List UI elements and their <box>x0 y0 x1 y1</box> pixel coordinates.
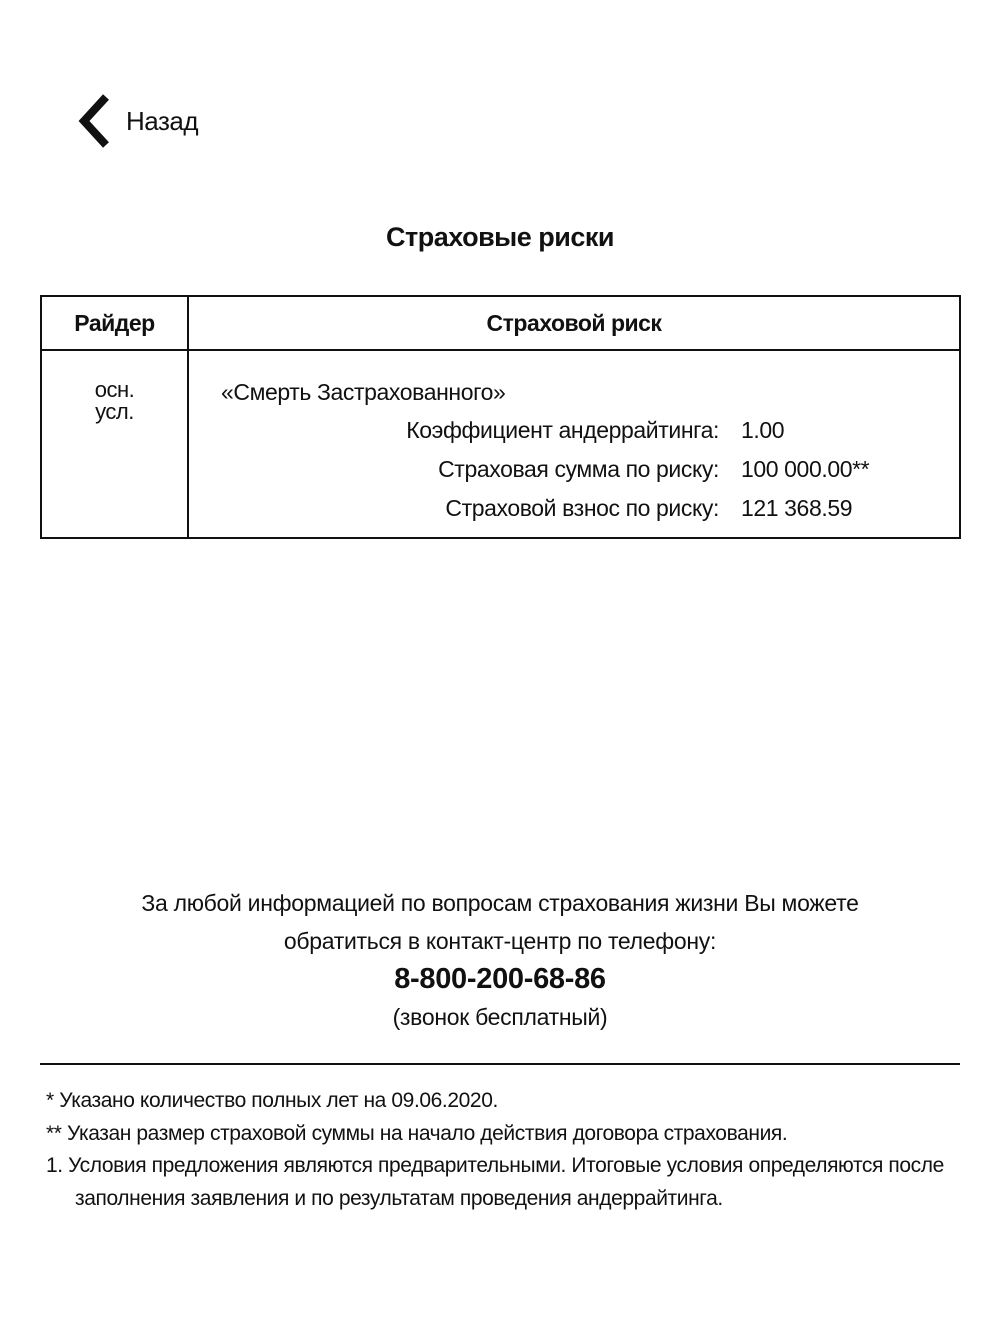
back-button[interactable] <box>74 92 198 150</box>
risk-detail-row <box>189 411 959 450</box>
rider-line: усл. <box>95 399 134 424</box>
back-label: Назад <box>126 105 198 136</box>
column-header-rider: Райдер <box>41 296 188 350</box>
chevron-left-icon <box>74 93 114 149</box>
risk-detail-row <box>189 489 959 528</box>
risks-table <box>40 295 961 539</box>
risk-cell <box>188 350 960 538</box>
phone-number[interactable]: 8-800-200-68-86 <box>394 963 606 995</box>
detail-label: Коэффициент андеррайтинга: <box>406 417 719 443</box>
detail-label: Страховая сумма по риску: <box>438 456 719 482</box>
footnote: ** Указан размер страховой суммы на начало действия договора страхования. <box>46 1121 788 1145</box>
column-header-risk: Страховой риск <box>188 296 960 350</box>
divider <box>40 1063 960 1065</box>
page-title: Страховые риски <box>386 222 614 252</box>
risk-detail-row <box>189 450 959 489</box>
contact-info <box>0 884 1000 1036</box>
footnotes <box>46 1085 946 1215</box>
rider-line: осн. <box>94 377 135 402</box>
detail-value: 121 368.59 <box>741 495 853 521</box>
call-free-note: (звонок бесплатный) <box>392 1004 608 1030</box>
footnote: * Указано количество полных лет на 09.06.2020. <box>46 1089 498 1112</box>
detail-label: Страховой взнос по риску: <box>445 495 719 521</box>
rider-cell <box>41 350 188 538</box>
detail-value: 1.00 <box>741 417 785 443</box>
table-row <box>41 350 960 538</box>
footnote: 1. Условия предложения являются предварительными. Итоговые условия определяются после заполнения заявления и по результатам проведения андеррайтинга. <box>46 1154 944 1210</box>
risk-name: «Смерть Застрахованного» <box>221 379 506 405</box>
detail-value: 100 000.00** <box>741 456 870 482</box>
table-header <box>41 296 960 350</box>
contact-text: За любой информацией по вопросам страхования жизни Вы можете <box>141 890 859 916</box>
contact-text: обратиться в контакт-центр по телефону: <box>283 928 717 954</box>
